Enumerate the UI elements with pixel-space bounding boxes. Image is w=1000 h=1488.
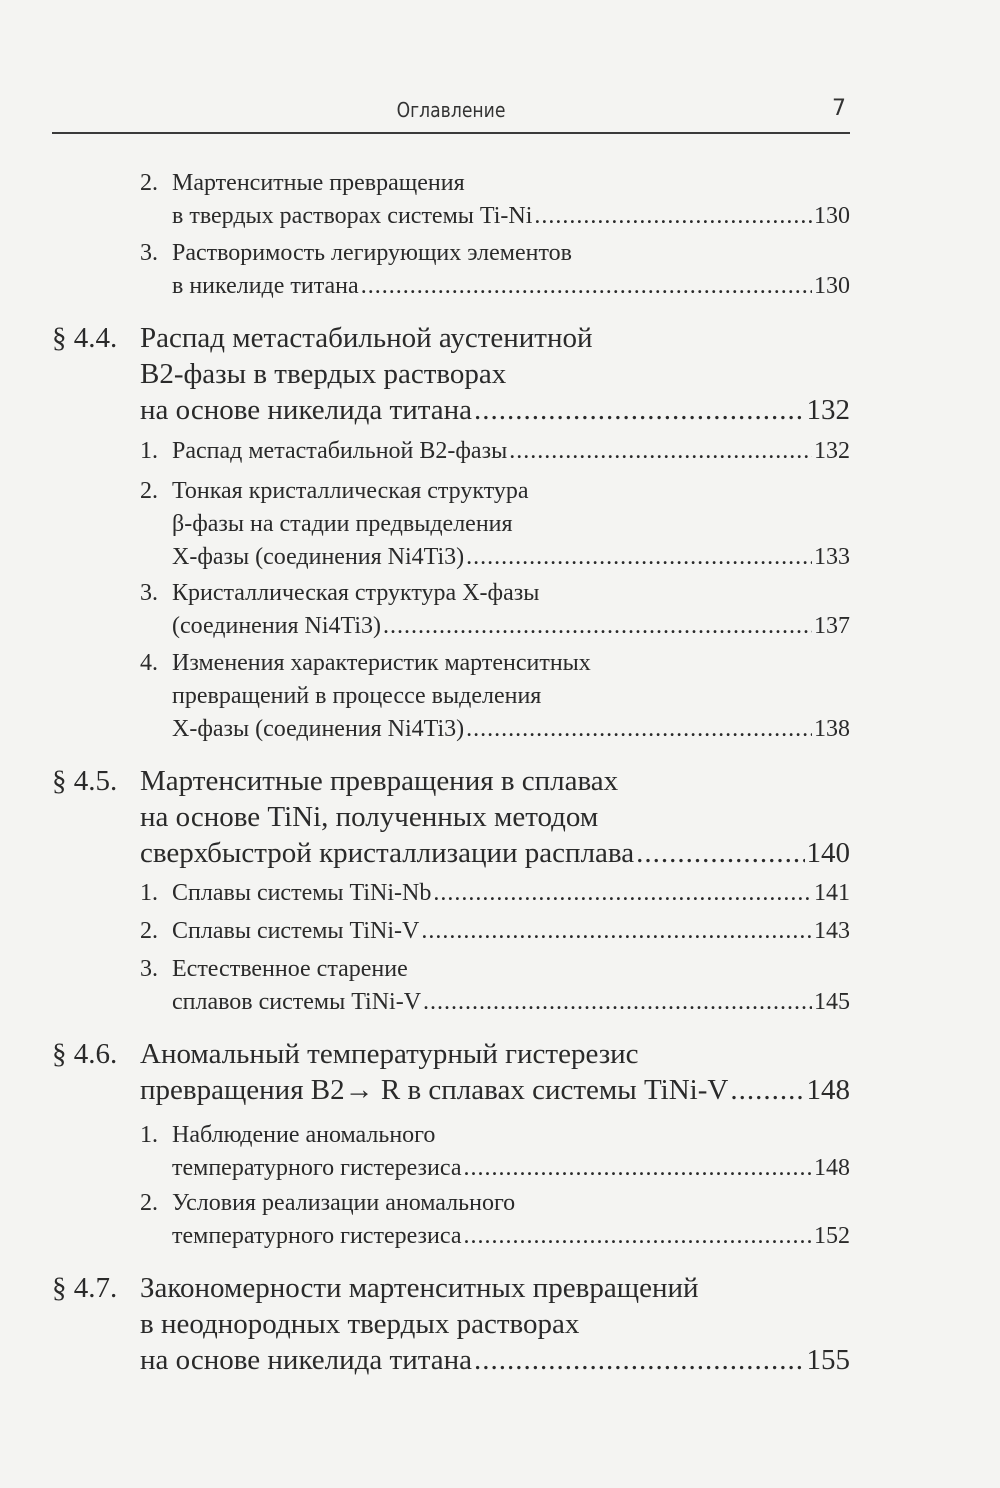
entry-title-line: Мартенситные превращения <box>172 170 465 196</box>
entry-title-line: Кристаллическая структура X-фазы <box>172 580 540 606</box>
entry-title-line: в никелиде титана <box>172 273 359 299</box>
entry-number: § 4.6. <box>52 1038 118 1070</box>
entry-title-final-line <box>140 394 850 427</box>
entry-number: 2. <box>140 478 158 504</box>
entry-title-line: в твердых растворах системы Ti-Ni <box>172 203 533 229</box>
dot-leader <box>730 1074 804 1107</box>
dot-leader <box>463 1155 812 1182</box>
entry-title-final-line <box>172 203 850 230</box>
entry-title-final-line <box>172 880 850 907</box>
entry-title-line: на основе никелида титана <box>140 394 473 426</box>
entry-title-line: β-фазы на стадии предвыделения <box>172 511 513 537</box>
entry-title-line: сплавов системы TiNi-V <box>172 989 422 1015</box>
dot-leader <box>466 716 812 743</box>
entry-page-number: 130 <box>814 203 850 229</box>
entry-title-line: Сплавы системы TiNi-Nb <box>172 880 432 906</box>
entry-title-line: температурного гистерезиса <box>172 1155 462 1181</box>
entry-title-line: превращения B2→ R в сплавах системы TiNi-V <box>140 1074 729 1106</box>
entry-page-number: 140 <box>806 837 850 869</box>
dot-leader <box>636 837 804 870</box>
entry-title-line: Распад метастабильной аустенитной <box>140 322 593 354</box>
entry-number: 2. <box>140 170 158 196</box>
entry-number: 2. <box>140 1190 158 1216</box>
entry-page-number: 152 <box>814 1223 850 1249</box>
entry-title-line: (соединения Ni4Ti3) <box>172 613 382 639</box>
entry-title-line: температурного гистерезиса <box>172 1223 462 1249</box>
entry-title-final-line <box>172 716 850 743</box>
entry-number: 1. <box>140 880 158 906</box>
entry-title-final-line <box>172 613 850 640</box>
header-page-number: 7 <box>832 96 846 121</box>
entry-title-line: в неоднородных твердых растворах <box>140 1308 580 1340</box>
entry-number: 2. <box>140 918 158 944</box>
dot-leader <box>361 273 812 300</box>
entry-page-number: 155 <box>806 1344 850 1376</box>
entry-title-final-line <box>140 1344 850 1377</box>
entry-title-line: Наблюдение аномального <box>172 1122 436 1148</box>
entry-title-line: Распад метастабильной B2-фазы <box>172 438 508 464</box>
entry-title-line: Сплавы системы TiNi-V <box>172 918 420 944</box>
entry-page-number: 145 <box>814 989 850 1015</box>
header-title: Оглавление <box>396 98 506 122</box>
dot-leader <box>474 394 804 427</box>
entry-number: 3. <box>140 240 158 266</box>
entry-title-line: Тонкая кристаллическая структура <box>172 478 529 504</box>
entry-page-number: 130 <box>814 273 850 299</box>
dot-leader <box>474 1344 804 1377</box>
dot-leader <box>423 989 812 1016</box>
entry-page-number: 137 <box>814 613 850 639</box>
entry-title-line: B2-фазы в твердых растворах <box>140 358 507 390</box>
entry-title-line: на основе никелида титана <box>140 1344 473 1376</box>
entry-number: 1. <box>140 438 158 464</box>
entry-page-number: 141 <box>814 880 850 906</box>
entry-number: § 4.7. <box>52 1272 118 1304</box>
entry-title-final-line <box>172 544 850 571</box>
entry-title-line: Аномальный температурный гистерезис <box>140 1038 639 1070</box>
entry-page-number: 133 <box>814 544 850 570</box>
entry-number: 4. <box>140 650 158 676</box>
entry-number: 1. <box>140 1122 158 1148</box>
entry-title-line: превращений в процессе выделения <box>172 683 542 709</box>
entry-title-final-line <box>172 989 850 1016</box>
entry-title-line: Растворимость легирующих элементов <box>172 240 572 266</box>
entry-number: § 4.5. <box>52 765 118 797</box>
entry-title-line: Условия реализации аномального <box>172 1190 516 1216</box>
entry-page-number: 143 <box>814 918 850 944</box>
entry-number: 3. <box>140 580 158 606</box>
entry-page-number: 138 <box>814 716 850 742</box>
dot-leader <box>433 880 812 907</box>
entry-page-number: 148 <box>814 1155 850 1181</box>
entry-title-final-line <box>172 918 850 945</box>
entry-title-final-line <box>140 837 850 870</box>
entry-title-final-line <box>172 273 850 300</box>
dot-leader <box>383 613 812 640</box>
entry-title-line: Мартенситные превращения в сплавах <box>140 765 619 797</box>
entry-title-line: на основе TiNi, полученных методом <box>140 801 599 833</box>
entry-title-final-line <box>140 1074 850 1107</box>
entry-title-final-line <box>172 438 850 465</box>
entry-title-line: сверхбыстрой кристаллизации расплава <box>140 837 635 869</box>
entry-number: 3. <box>140 956 158 982</box>
entry-title-line: Изменения характеристик мартенситных <box>172 650 591 676</box>
dot-leader <box>421 918 812 945</box>
entry-page-number: 148 <box>806 1074 850 1106</box>
entry-page-number: 132 <box>814 438 850 464</box>
entry-title-line: Естественное старение <box>172 956 408 982</box>
entry-title-final-line <box>172 1223 850 1250</box>
dot-leader <box>466 544 812 571</box>
entry-title-line: Закономерности мартенситных превращений <box>140 1272 699 1304</box>
entry-title-line: X-фазы (соединения Ni4Ti3) <box>172 716 465 742</box>
entry-number: § 4.4. <box>52 322 118 354</box>
dot-leader <box>509 438 812 465</box>
entry-title-final-line <box>172 1155 850 1182</box>
entry-title-line: X-фазы (соединения Ni4Ti3) <box>172 544 465 570</box>
dot-leader <box>463 1223 812 1250</box>
entry-page-number: 132 <box>806 394 850 426</box>
dot-leader <box>534 203 812 230</box>
